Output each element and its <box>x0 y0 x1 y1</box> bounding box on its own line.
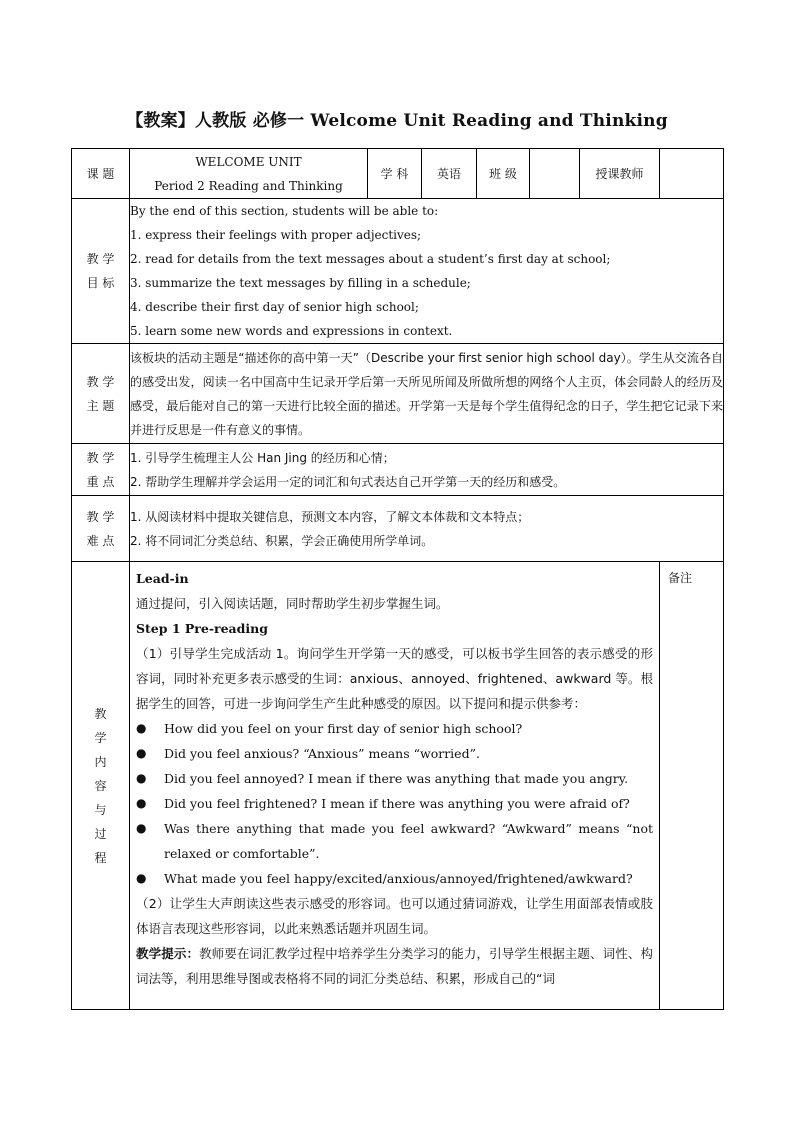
lead-in-text: 通过提问，引入阅读话题，同时帮助学生初步掌握生词。 <box>136 596 449 611</box>
key-points-label: 教 学 重 点 <box>72 444 130 496</box>
difficulties-label: 教 学 难 点 <box>72 496 130 562</box>
key-point-line: 1. 引导学生梳理主人公 Han Jing 的经历和心情； <box>130 450 395 465</box>
key-point-line: 2. 帮助学生理解并学会运用一定的词汇和句式表达自己开学第一天的经历和感受。 <box>130 474 566 489</box>
key-points-row <box>72 444 724 496</box>
step1-heading: Step 1 Pre-reading <box>136 621 268 636</box>
objectives-label: 教 学 目 标 <box>72 199 130 344</box>
teacher-label: 授课教师 <box>580 149 660 199</box>
objectives-line: 1. express their feelings with proper adjectives; <box>130 228 422 242</box>
objectives-line: 4. describe their first day of senior high school; <box>130 300 419 314</box>
class-label: 班 级 <box>477 149 530 199</box>
step1-paragraph-1: （1）引导学生完成活动 1。询问学生开学第一天的感受，可以板书学生回答的表示感受的形容词，同时补充更多表示感受的生词：anxious、annoyed、frightened、awkward 等。根据学生的回答，可进一步询问学生产生此种感受的原因。以下提问和提示供参考： <box>136 646 653 711</box>
notes-label: 备注 <box>668 571 693 585</box>
difficulty-line: 1. 从阅读材料中提取关键信息，预测文本内容，了解文本体裁和文本特点； <box>130 509 530 524</box>
question-bullet: ● Did you feel annoyed? I mean if there was anything that made you angry. <box>136 766 653 791</box>
objectives-line: 3. summarize the text messages by filling in a schedule; <box>130 276 471 290</box>
teaching-tip <box>136 941 653 991</box>
bullet-dot-icon: ● <box>136 871 147 885</box>
teacher-value <box>660 149 724 199</box>
difficulties-row <box>72 496 724 562</box>
course-unit: WELCOME UNIT <box>195 154 302 169</box>
step1-paragraph-2: （2）让学生大声朗读这些表示感受的形容词。也可以通过猜词游戏，让学生用面部表情或肢体语言表现这些形容词，以此来熟悉话题并巩固生词。 <box>136 896 653 936</box>
objectives-line: 5. learn some new words and expressions in context. <box>130 324 453 338</box>
theme-label: 教 学 主 题 <box>72 344 130 444</box>
teaching-tip-text: 教师要在词汇教学过程中培养学生分类学习的能力，引导学生根据主题、词性、构词法等，利用思维导图或表格将不同的词汇分类总结、积累，形成自己的“词 <box>136 946 653 986</box>
bullet-dot-icon: ● <box>136 721 147 735</box>
theme-content: 该板块的活动主题是“描述你的高中第一天”（Describe your first senior high school day）。学生从交流各自的感受出发，阅读一名中国高中生记录开学后第一天所见所闻及所做所想的网络个人主页，体会同龄人的经历及感受，最后能对自己的第一天进行比较全面的描述。开学第一天是每个学生值得纪念的日子，学生把它记录下来并进行反思是一件有意义的事情。 <box>130 344 724 444</box>
objectives-row <box>72 199 724 344</box>
question-bullet: ● How did you feel on your first day of senior high school? <box>136 716 653 741</box>
question-bullet: ● Was there anything that made you feel awkward? “Awkward” means “not relaxed or comfortable”. <box>136 816 653 866</box>
teaching-tip-label: 教学提示： <box>136 946 200 961</box>
question-bullet: ● What made you feel happy/excited/anxious/annoyed/frightened/awkward? <box>136 866 653 891</box>
process-content <box>130 562 660 1010</box>
objectives-line: By the end of this section, students will be able to: <box>130 204 439 218</box>
lesson-plan-table <box>71 148 724 1010</box>
objectives-content <box>130 199 724 344</box>
bullet-dot-icon: ● <box>136 771 147 785</box>
bullet-dot-icon: ● <box>136 746 147 760</box>
key-points-content <box>130 444 724 496</box>
class-value <box>530 149 580 199</box>
header-row <box>72 149 724 199</box>
process-row <box>72 562 724 1010</box>
bullet-dot-icon: ● <box>136 821 147 835</box>
course-period: Period 2 Reading and Thinking <box>154 178 343 193</box>
question-bullet: ● Did you feel frightened? I mean if there was anything you were afraid of? <box>136 791 653 816</box>
topic-label: 课 题 <box>72 149 130 199</box>
course-title-cell <box>130 149 368 199</box>
notes-cell <box>660 562 724 1010</box>
objectives-line: 2. read for details from the text messages about a student’s first day at school; <box>130 252 611 266</box>
difficulties-content <box>130 496 724 562</box>
subject-value: 英语 <box>422 149 477 199</box>
difficulty-line: 2. 将不同词汇分类总结、积累，学会正确使用所学单词。 <box>130 533 434 548</box>
process-label: 教 学 内 容 与 过 程 <box>72 562 130 1010</box>
theme-row <box>72 344 724 444</box>
subject-label: 学 科 <box>368 149 422 199</box>
question-bullet: ● Did you feel anxious? “Anxious” means “worried”. <box>136 741 653 766</box>
lead-in-heading: Lead-in <box>136 571 189 586</box>
bullet-dot-icon: ● <box>136 796 147 810</box>
document-title: 【教案】人教版 必修一 Welcome Unit Reading and Thinking <box>126 111 668 131</box>
